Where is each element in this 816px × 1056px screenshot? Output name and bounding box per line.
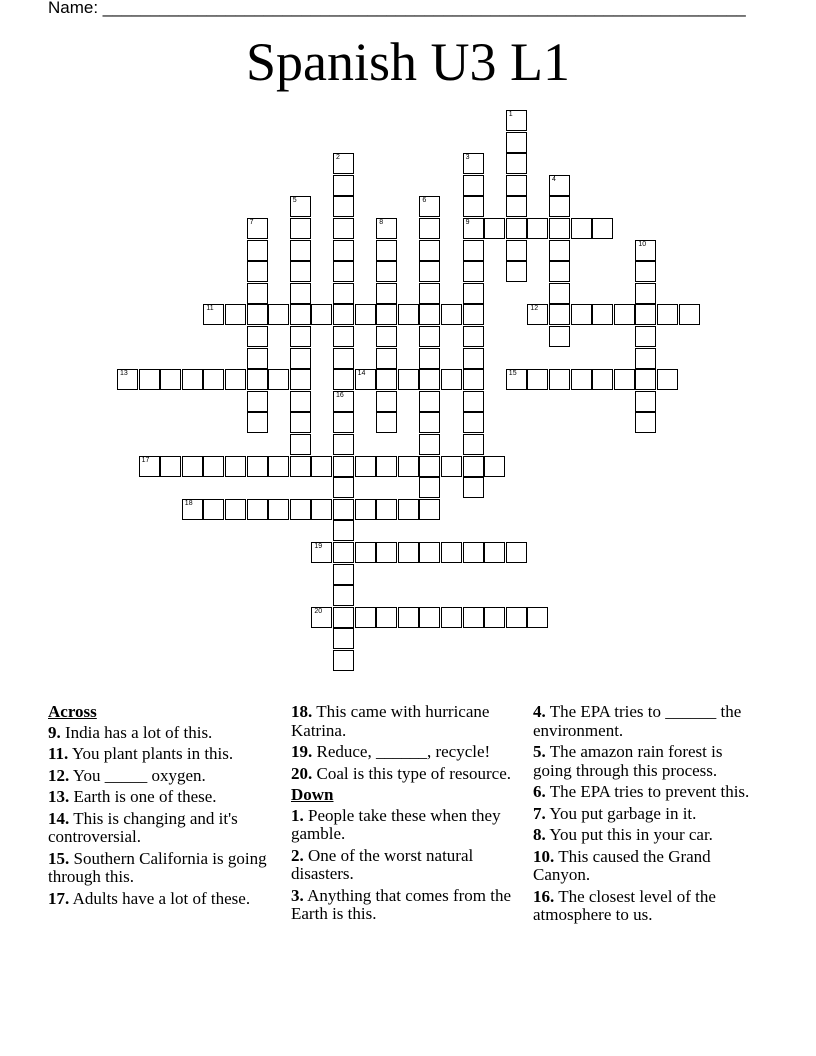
grid-cell[interactable] <box>463 175 484 196</box>
grid-cell[interactable] <box>549 175 570 196</box>
grid-cell[interactable] <box>225 304 246 325</box>
grid-cell[interactable] <box>290 369 311 390</box>
grid-cell[interactable] <box>311 499 332 520</box>
grid-cell[interactable] <box>247 240 268 261</box>
clue-across-19: 19. Reduce, ______, recycle! <box>291 742 491 761</box>
grid-cell[interactable] <box>182 456 203 477</box>
clue-down-16: 16. The closest level of the atmosphere to us. <box>533 886 716 924</box>
grid-cell[interactable] <box>268 499 289 520</box>
grid-cell[interactable] <box>398 499 419 520</box>
clue-down-1: 1. People take these when they gamble. <box>291 805 501 843</box>
grid-cell[interactable] <box>419 412 440 433</box>
grid-cell[interactable] <box>441 607 462 628</box>
grid-cell[interactable] <box>527 607 548 628</box>
grid-cell[interactable] <box>182 499 203 520</box>
grid-cell[interactable] <box>441 456 462 477</box>
grid-cell[interactable] <box>333 348 354 369</box>
grid-cell[interactable] <box>333 391 354 412</box>
grid-cell[interactable] <box>463 348 484 369</box>
clues-column-1 <box>48 703 273 911</box>
grid-cell[interactable] <box>463 369 484 390</box>
grid-cell[interactable] <box>290 283 311 304</box>
grid-cell[interactable] <box>355 456 376 477</box>
grid-cell[interactable] <box>419 240 440 261</box>
grid-cell[interactable] <box>333 456 354 477</box>
grid-cell[interactable] <box>333 304 354 325</box>
clues-column-2 <box>291 703 516 927</box>
grid-cell[interactable] <box>333 650 354 671</box>
grid-cell[interactable] <box>441 369 462 390</box>
grid-cell[interactable] <box>635 304 656 325</box>
grid-cell[interactable] <box>463 153 484 174</box>
grid-cell[interactable] <box>635 326 656 347</box>
grid-cell[interactable] <box>203 304 224 325</box>
grid-cell[interactable] <box>247 326 268 347</box>
name-field: Name: ____________________________________________________________________ <box>48 0 746 17</box>
grid-cell[interactable] <box>463 326 484 347</box>
grid-cell[interactable] <box>484 542 505 563</box>
grid-cell[interactable] <box>463 218 484 239</box>
grid-cell[interactable] <box>247 391 268 412</box>
grid-cell[interactable] <box>376 412 397 433</box>
grid-cell[interactable] <box>463 456 484 477</box>
grid-cell[interactable] <box>549 369 570 390</box>
cell-number: 10 <box>638 240 647 248</box>
grid-cell[interactable] <box>247 261 268 282</box>
grid-cell[interactable] <box>635 412 656 433</box>
grid-cell[interactable] <box>657 369 678 390</box>
grid-cell[interactable] <box>419 391 440 412</box>
grid-cell[interactable] <box>398 456 419 477</box>
cell-number: 5 <box>292 197 297 205</box>
grid-cell[interactable] <box>355 499 376 520</box>
grid-cell[interactable] <box>376 218 397 239</box>
clue-down-3: 3. Anything that comes from the Earth is this. <box>291 885 512 923</box>
cell-number: 11 <box>206 305 214 313</box>
cell-number: 9 <box>465 219 470 226</box>
grid-cell[interactable] <box>182 369 203 390</box>
cell-number: 2 <box>336 154 340 162</box>
grid-cell[interactable] <box>268 456 289 477</box>
grid-cell[interactable] <box>592 304 613 325</box>
grid-cell[interactable] <box>506 240 527 261</box>
grid-cell[interactable] <box>398 369 419 390</box>
grid-cell[interactable] <box>571 304 592 325</box>
grid-cell[interactable] <box>333 628 354 649</box>
grid-cell[interactable] <box>614 369 635 390</box>
cell-number: 6 <box>422 197 427 205</box>
grid-cell[interactable] <box>333 283 354 304</box>
grid-cell[interactable] <box>290 434 311 455</box>
clue-down-5: 5. The amazon rain forest is going through this process. <box>533 742 723 780</box>
grid-cell[interactable] <box>333 607 354 628</box>
cell-number: 8 <box>379 219 384 226</box>
grid-cell[interactable] <box>290 456 311 477</box>
cell-number: 15 <box>508 370 517 378</box>
grid-cell[interactable] <box>247 348 268 369</box>
grid-cell[interactable] <box>506 110 527 131</box>
grid-cell[interactable] <box>506 175 527 196</box>
grid-cell[interactable] <box>139 369 160 390</box>
clue-across-17: 17. Adults have a lot of these. <box>48 888 251 908</box>
grid-cell[interactable] <box>441 542 462 563</box>
grid-cell[interactable] <box>247 283 268 304</box>
cell-number: 3 <box>465 154 470 162</box>
grid-cell[interactable] <box>376 261 397 282</box>
grid-cell[interactable] <box>247 218 268 239</box>
cell-number: 16 <box>336 391 344 399</box>
grid-cell[interactable] <box>506 607 527 628</box>
cell-number: 1 <box>508 111 513 118</box>
grid-cell[interactable] <box>484 456 505 477</box>
grid-cell[interactable] <box>333 499 354 520</box>
cell-number: 18 <box>184 499 193 507</box>
grid-cell[interactable] <box>311 304 332 325</box>
grid-cell[interactable] <box>203 456 224 477</box>
grid-cell[interactable] <box>290 326 311 347</box>
grid-cell[interactable] <box>549 326 570 347</box>
grid-cell[interactable] <box>376 240 397 261</box>
grid-cell[interactable] <box>463 542 484 563</box>
grid-cell[interactable] <box>506 153 527 174</box>
grid-cell[interactable] <box>527 218 548 239</box>
clue-down-7: 7. You put garbage in it. <box>533 803 697 823</box>
grid-cell[interactable] <box>484 607 505 628</box>
cell-number: 12 <box>530 305 539 313</box>
grid-cell[interactable] <box>441 304 462 325</box>
grid-cell[interactable] <box>311 607 332 628</box>
grid-cell[interactable] <box>290 218 311 239</box>
grid-cell[interactable] <box>333 477 354 498</box>
grid-cell[interactable] <box>290 240 311 261</box>
grid-cell[interactable] <box>225 499 246 520</box>
grid-cell[interactable] <box>355 542 376 563</box>
grid-cell[interactable] <box>419 348 440 369</box>
grid-cell[interactable] <box>506 218 527 239</box>
grid-cell[interactable] <box>333 542 354 563</box>
grid-cell[interactable] <box>592 218 613 239</box>
grid-cell[interactable] <box>614 304 635 325</box>
clue-across-11: 11. You plant plants in this. <box>48 744 234 763</box>
grid-cell[interactable] <box>484 218 505 239</box>
grid-cell[interactable] <box>376 499 397 520</box>
cell-number: 14 <box>357 370 366 378</box>
grid-cell[interactable] <box>376 326 397 347</box>
grid-cell[interactable] <box>398 542 419 563</box>
clue-down-4: 4. The EPA tries to ______ the environment. <box>533 702 742 740</box>
grid-cell[interactable] <box>549 261 570 282</box>
grid-cell[interactable] <box>333 585 354 606</box>
grid-cell[interactable] <box>376 283 397 304</box>
clue-across-13: 13. Earth is one of these. <box>48 787 217 806</box>
grid-cell[interactable] <box>419 304 440 325</box>
grid-cell[interactable] <box>333 175 354 196</box>
cell-number: 7 <box>249 219 254 226</box>
grid-cell[interactable] <box>549 240 570 261</box>
grid-cell[interactable] <box>355 369 376 390</box>
grid-cell[interactable] <box>376 542 397 563</box>
grid-cell[interactable] <box>419 607 440 628</box>
grid-cell[interactable] <box>333 240 354 261</box>
across-heading: Across <box>48 702 97 721</box>
grid-cell[interactable] <box>376 456 397 477</box>
grid-cell[interactable] <box>247 304 268 325</box>
grid-cell[interactable] <box>290 412 311 433</box>
grid-cell[interactable] <box>506 369 527 390</box>
clue-across-18: 18. This came with hurricane Katrina. <box>291 702 490 740</box>
grid-cell[interactable] <box>463 434 484 455</box>
grid-cell[interactable] <box>311 542 332 563</box>
clue-across-15: 15. Southern California is going through this. <box>48 848 267 886</box>
grid-cell[interactable] <box>333 261 354 282</box>
grid-cell[interactable] <box>376 607 397 628</box>
grid-cell[interactable] <box>247 369 268 390</box>
grid-cell[interactable] <box>506 542 527 563</box>
grid-cell[interactable] <box>549 283 570 304</box>
cell-number: 20 <box>314 607 323 615</box>
grid-cell[interactable] <box>635 391 656 412</box>
grid-cell[interactable] <box>463 412 484 433</box>
grid-cell[interactable] <box>506 261 527 282</box>
grid-cell[interactable] <box>290 499 311 520</box>
grid-cell[interactable] <box>463 477 484 498</box>
clue-down-6: 6. The EPA tries to prevent this. <box>533 782 750 801</box>
grid-cell[interactable] <box>333 564 354 585</box>
grid-cell[interactable] <box>549 196 570 217</box>
grid-cell[interactable] <box>355 304 376 325</box>
grid-cell[interactable] <box>419 261 440 282</box>
grid-cell[interactable] <box>419 196 440 217</box>
grid-cell[interactable] <box>527 369 548 390</box>
grid-cell[interactable] <box>376 391 397 412</box>
grid-cell[interactable] <box>376 348 397 369</box>
grid-cell[interactable] <box>571 369 592 390</box>
down-heading: Down <box>291 785 334 804</box>
grid-cell[interactable] <box>290 391 311 412</box>
grid-cell[interactable] <box>117 369 138 390</box>
grid-cell[interactable] <box>527 304 548 325</box>
grid-cell[interactable] <box>311 456 332 477</box>
grid-cell[interactable] <box>247 412 268 433</box>
clue-across-14: 14. This is changing and it's controversial. <box>48 808 238 846</box>
clue-across-12: 12. You _____ oxygen. <box>48 765 206 785</box>
grid-cell[interactable] <box>268 369 289 390</box>
grid-cell[interactable] <box>419 499 440 520</box>
cell-number: 13 <box>120 370 128 378</box>
grid-cell[interactable] <box>635 283 656 304</box>
clue-across-9: 9. India has a lot of this. <box>48 722 213 742</box>
grid-cell[interactable] <box>463 304 484 325</box>
grid-cell[interactable] <box>398 607 419 628</box>
grid-cell[interactable] <box>398 304 419 325</box>
grid-cell[interactable] <box>635 261 656 282</box>
clue-down-8: 8. You put this in your car. <box>533 825 713 844</box>
cell-number: 19 <box>314 543 323 550</box>
grid-cell[interactable] <box>506 196 527 217</box>
grid-cell[interactable] <box>290 348 311 369</box>
grid-cell[interactable] <box>333 434 354 455</box>
grid-cell[interactable] <box>679 304 700 325</box>
clue-down-10: 10. This caused the Grand Canyon. <box>533 846 711 884</box>
grid-cell[interactable] <box>333 196 354 217</box>
grid-cell[interactable] <box>463 283 484 304</box>
grid-cell[interactable] <box>571 218 592 239</box>
grid-cell[interactable] <box>463 607 484 628</box>
grid-cell[interactable] <box>203 499 224 520</box>
grid-cell[interactable] <box>419 542 440 563</box>
grid-cell[interactable] <box>160 456 181 477</box>
grid-cell[interactable] <box>635 240 656 261</box>
grid-cell[interactable] <box>247 499 268 520</box>
grid-cell[interactable] <box>549 304 570 325</box>
grid-cell[interactable] <box>635 369 656 390</box>
grid-cell[interactable] <box>419 326 440 347</box>
grid-cell[interactable] <box>333 412 354 433</box>
cell-number: 4 <box>552 175 556 183</box>
cell-number: 17 <box>141 456 150 464</box>
grid-cell[interactable] <box>203 369 224 390</box>
grid-cell[interactable] <box>225 369 246 390</box>
grid-cell[interactable] <box>419 283 440 304</box>
grid-cell[interactable] <box>419 434 440 455</box>
grid-cell[interactable] <box>290 304 311 325</box>
grid-cell[interactable] <box>635 348 656 369</box>
clue-down-2: 2. One of the worst natural disasters. <box>291 845 474 883</box>
grid-cell[interactable] <box>463 240 484 261</box>
grid-cell[interactable] <box>160 369 181 390</box>
grid-cell[interactable] <box>376 369 397 390</box>
grid-cell[interactable] <box>419 477 440 498</box>
grid-cell[interactable] <box>290 261 311 282</box>
grid-cell[interactable] <box>333 218 354 239</box>
grid-cell[interactable] <box>419 369 440 390</box>
grid-cell[interactable] <box>376 304 397 325</box>
grid-cell[interactable] <box>463 391 484 412</box>
clue-across-20: 20. Coal is this type of resource. <box>291 763 512 783</box>
grid-cell[interactable] <box>225 456 246 477</box>
grid-cell[interactable] <box>333 520 354 541</box>
grid-cell[interactable] <box>290 196 311 217</box>
grid-cell[interactable] <box>463 261 484 282</box>
grid-cell[interactable] <box>333 369 354 390</box>
grid-cell[interactable] <box>247 456 268 477</box>
grid-cell[interactable] <box>333 153 354 174</box>
page-title: Spanish U3 L1 <box>246 32 570 92</box>
grid-cell[interactable] <box>592 369 613 390</box>
grid-cell[interactable] <box>463 196 484 217</box>
grid-cell[interactable] <box>355 607 376 628</box>
grid-cell[interactable] <box>333 326 354 347</box>
grid-cell[interactable] <box>419 218 440 239</box>
grid-cell[interactable] <box>657 304 678 325</box>
grid-cell[interactable] <box>139 456 160 477</box>
grid-cell[interactable] <box>268 304 289 325</box>
grid-cell[interactable] <box>419 456 440 477</box>
grid-cell[interactable] <box>506 132 527 153</box>
grid-cell[interactable] <box>549 218 570 239</box>
clues-column-3 <box>533 703 758 928</box>
